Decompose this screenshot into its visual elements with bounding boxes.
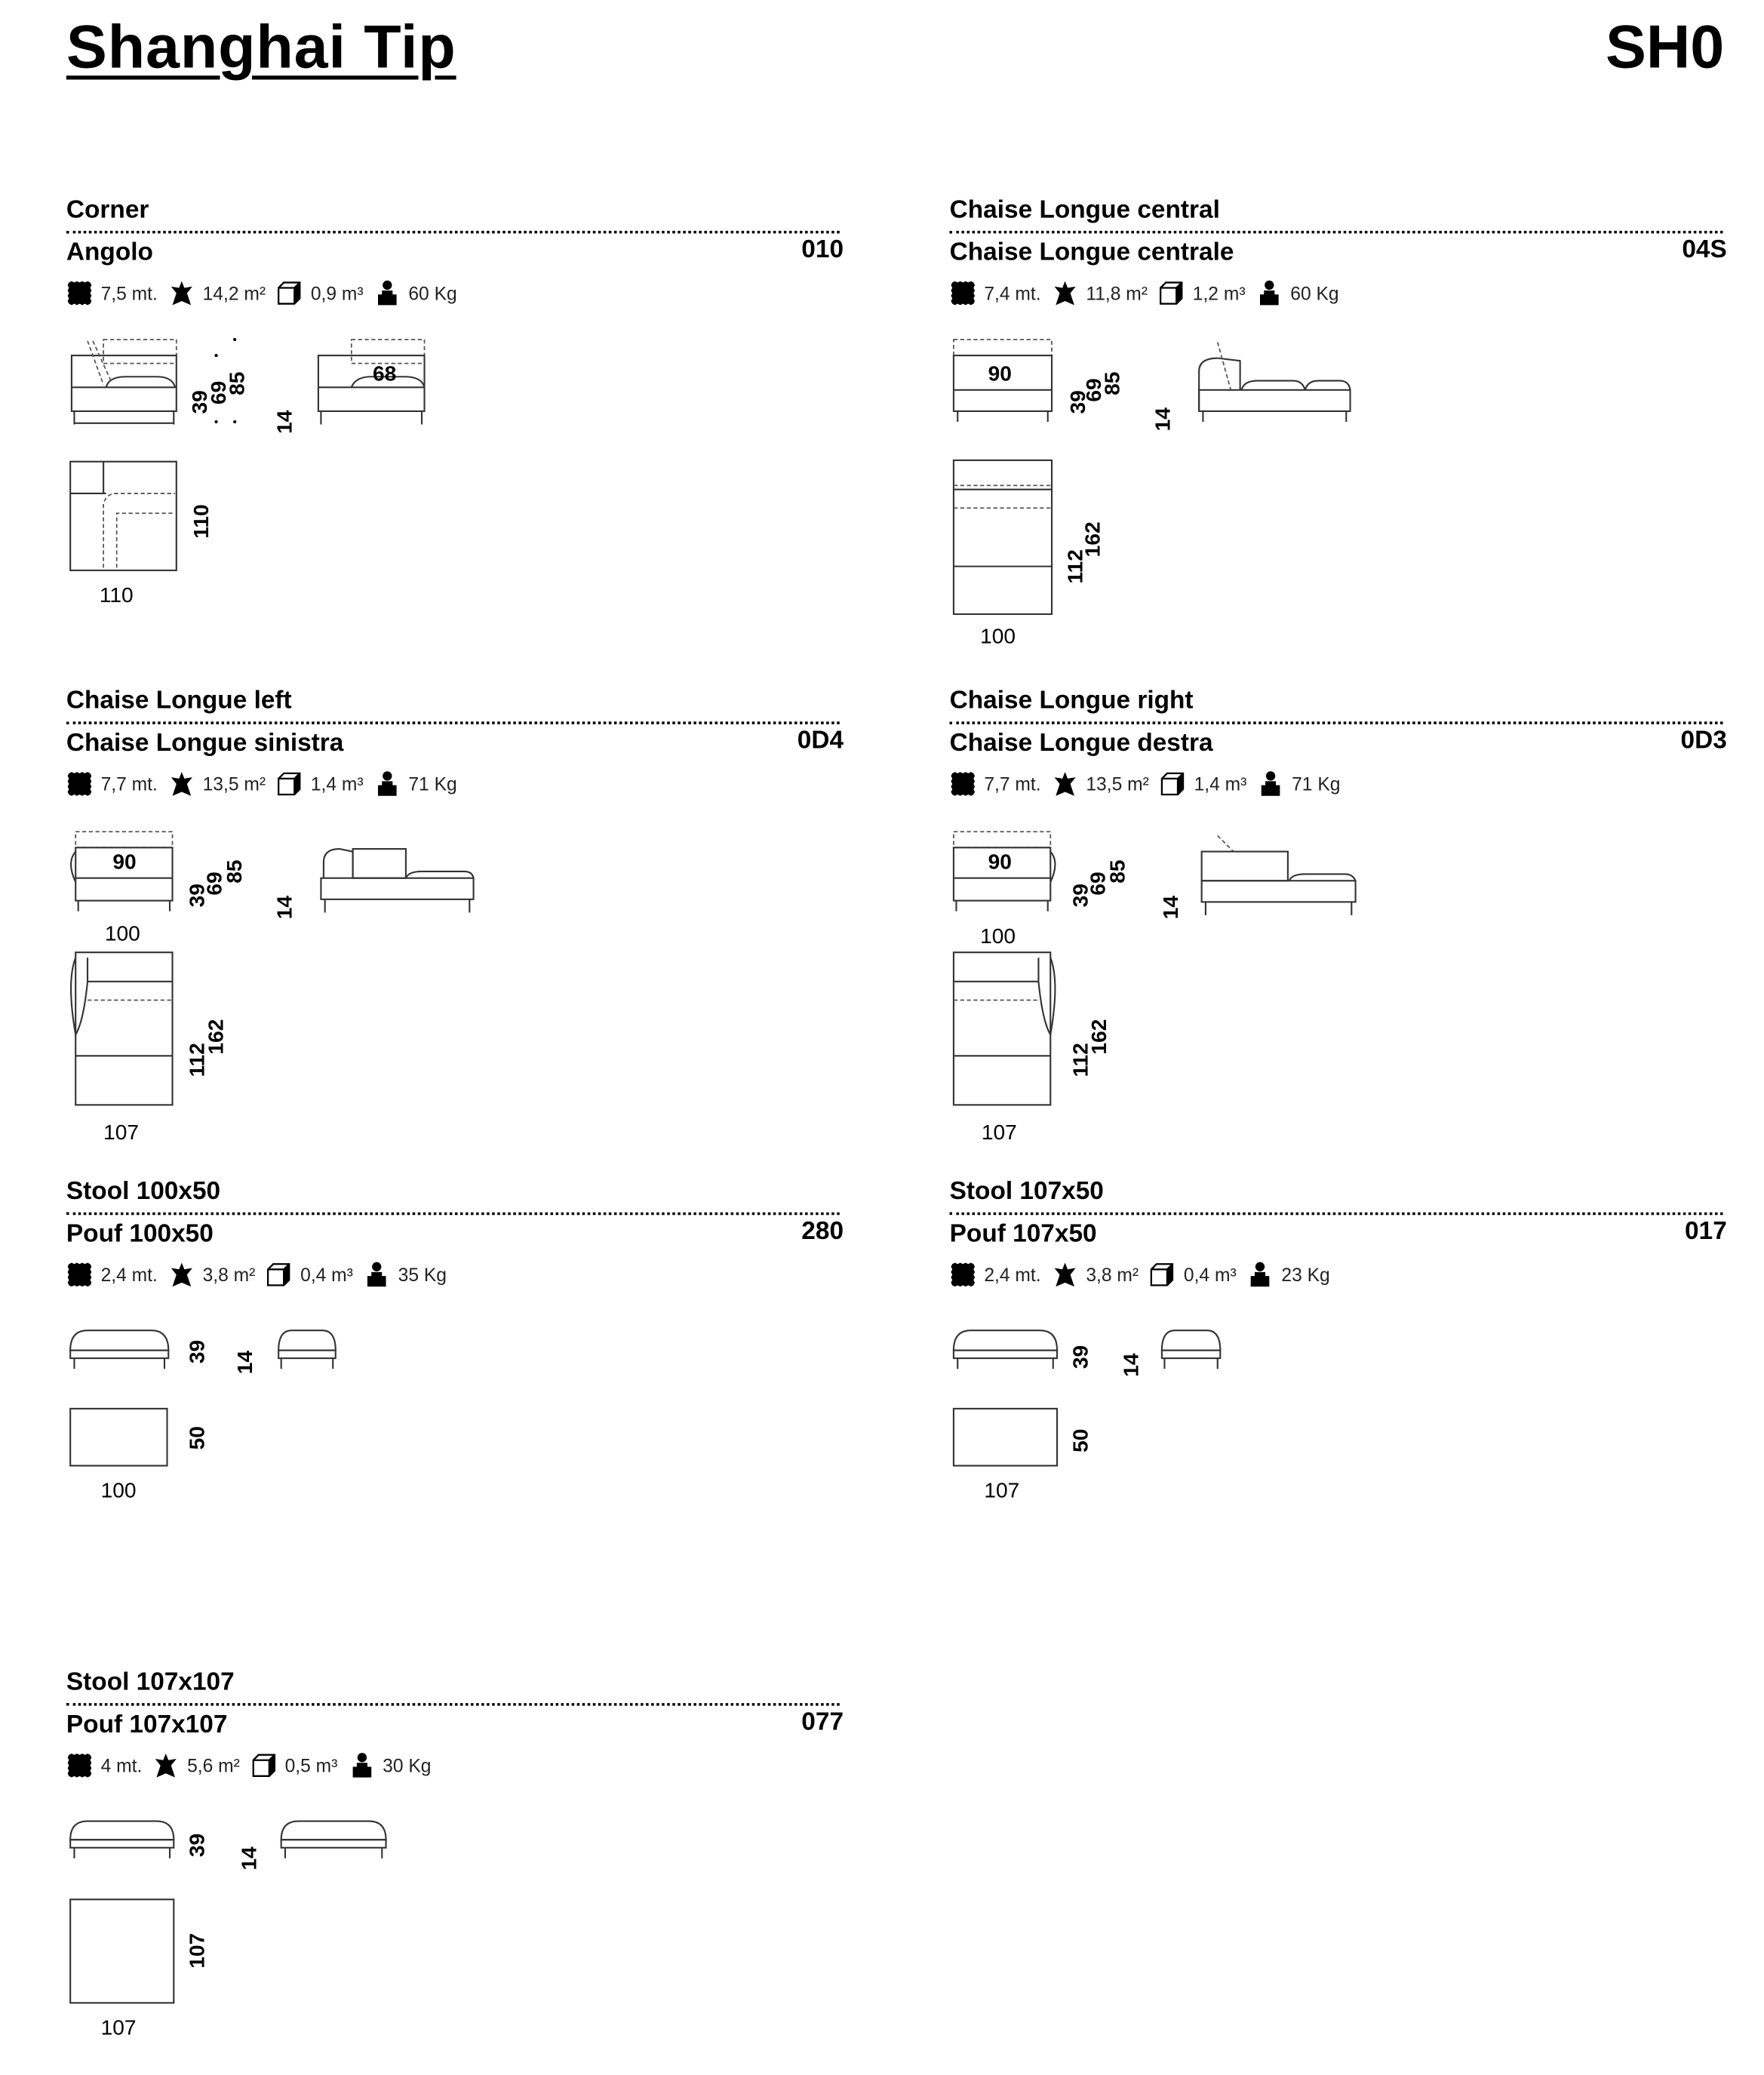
weight-value: 35 Kg bbox=[398, 1264, 447, 1286]
name-it: Pouf 100x50 bbox=[66, 1220, 214, 1249]
dim-arm-height: 69 bbox=[1082, 378, 1106, 402]
name-en: Stool 100x50 bbox=[66, 1178, 221, 1206]
dim-depth: 107 bbox=[185, 1932, 209, 1969]
leather-value: 5,6 m² bbox=[187, 1754, 240, 1776]
dim-seat-height: 39 bbox=[1068, 1345, 1093, 1370]
dim-arm-height: 69 bbox=[1086, 872, 1110, 896]
corner-side-view bbox=[318, 340, 425, 425]
dim-leg-height: 14 bbox=[1159, 895, 1183, 920]
weight-value: 60 Kg bbox=[1290, 282, 1339, 304]
chaise-left-top-view bbox=[71, 952, 227, 1144]
name-en: Corner bbox=[66, 196, 149, 225]
name-en: Stool 107x107 bbox=[66, 1668, 235, 1697]
volume-value: 1,4 m³ bbox=[1194, 773, 1247, 795]
chaise-right-top-view bbox=[954, 952, 1111, 1144]
item-code: 04S bbox=[1682, 235, 1727, 264]
dim-depth: 110 bbox=[189, 504, 213, 539]
fabric-value: 2,4 mt. bbox=[984, 1264, 1041, 1286]
leather-value: 14,2 m² bbox=[202, 282, 266, 304]
dim-back-height: 85 bbox=[222, 859, 246, 884]
dim-back-width: 90 bbox=[112, 850, 137, 874]
dim-seat-height: 39 bbox=[1065, 390, 1089, 414]
chaise-central-top-view bbox=[954, 460, 1104, 648]
dim-leg-height: 14 bbox=[233, 1350, 257, 1375]
page-title: Shanghai Tip bbox=[66, 11, 456, 81]
name-it: Chaise Longue centrale bbox=[949, 238, 1234, 267]
name-it: Chaise Longue destra bbox=[949, 729, 1213, 758]
dim-leg-height: 14 bbox=[237, 1846, 261, 1871]
stool-107x50-views bbox=[954, 1330, 1220, 1502]
fabric-value: 7,7 mt. bbox=[984, 773, 1041, 795]
dim-width: 107 bbox=[984, 1478, 1020, 1502]
item-code: 0D3 bbox=[1680, 727, 1727, 755]
dim-depth: 162 bbox=[204, 1019, 228, 1055]
item-code: 077 bbox=[801, 1708, 844, 1737]
volume-value: 0,4 m³ bbox=[1183, 1264, 1237, 1286]
weight-value: 23 Kg bbox=[1281, 1264, 1330, 1286]
collection-code: SH0 bbox=[1605, 11, 1725, 81]
item-code: 010 bbox=[801, 235, 844, 264]
dim-width: 107 bbox=[103, 1120, 140, 1145]
dim-width: 107 bbox=[100, 2015, 137, 2040]
leather-value: 3,8 m² bbox=[202, 1264, 256, 1286]
corner-top-view bbox=[70, 462, 213, 607]
name-it: Angolo bbox=[66, 238, 153, 267]
dim-seat-height: 39 bbox=[188, 390, 212, 414]
name-it: Pouf 107x50 bbox=[949, 1220, 1097, 1249]
weight-value: 60 Kg bbox=[408, 282, 457, 304]
fabric-value: 7,4 mt. bbox=[984, 282, 1041, 304]
leather-value: 3,8 m² bbox=[1086, 1264, 1139, 1286]
stool-100x50-views bbox=[70, 1330, 336, 1502]
dim-leg-height: 14 bbox=[272, 410, 297, 434]
chaise-right-side-view bbox=[1202, 835, 1356, 915]
dim-seat-depth: 112 bbox=[1063, 549, 1087, 584]
name-it: Pouf 107x107 bbox=[66, 1711, 228, 1739]
dim-seat-depth: 112 bbox=[185, 1043, 209, 1077]
chaise-right-front-view bbox=[954, 832, 1055, 948]
dim-back-height: 85 bbox=[1100, 371, 1124, 395]
leather-value: 11,8 m² bbox=[1086, 282, 1148, 304]
dim-back-width: 90 bbox=[988, 850, 1012, 874]
name-en: Chaise Longue right bbox=[949, 687, 1194, 715]
dim-leg-height: 14 bbox=[1119, 1353, 1143, 1377]
item-code: 017 bbox=[1685, 1217, 1727, 1246]
chaise-left-side-view bbox=[321, 849, 473, 912]
fabric-value: 4 mt. bbox=[100, 1754, 143, 1776]
dim-depth: 50 bbox=[185, 1426, 209, 1450]
dim-back-width: 90 bbox=[988, 361, 1012, 386]
dim-seat-height: 39 bbox=[1068, 884, 1093, 908]
name-en: Chaise Longue central bbox=[949, 196, 1220, 225]
chaise-left-front-view bbox=[71, 832, 172, 945]
dim-width: 107 bbox=[981, 1120, 1017, 1145]
dim-depth: 162 bbox=[1087, 1019, 1111, 1055]
volume-value: 0,5 m³ bbox=[284, 1754, 338, 1776]
dim-leg-height: 14 bbox=[272, 895, 297, 920]
chaise-central-front-view bbox=[954, 340, 1052, 422]
weight-value: 71 Kg bbox=[1292, 773, 1341, 795]
dim-width: 110 bbox=[99, 583, 134, 607]
volume-value: 1,4 m³ bbox=[310, 773, 364, 795]
dim-width: 100 bbox=[980, 624, 1016, 648]
volume-value: 0,9 m³ bbox=[310, 282, 364, 304]
weight-value: 30 Kg bbox=[383, 1754, 432, 1776]
name-it: Chaise Longue sinistra bbox=[66, 729, 344, 758]
fabric-value: 7,7 mt. bbox=[100, 773, 158, 795]
dim-seat-height: 39 bbox=[185, 884, 209, 908]
volume-value: 0,4 m³ bbox=[300, 1264, 353, 1286]
stool-107x107-views bbox=[70, 1821, 386, 2040]
leather-value: 13,5 m² bbox=[1086, 773, 1149, 795]
chaise-central-height-dims bbox=[1066, 372, 1175, 432]
volume-value: 1,2 m³ bbox=[1192, 282, 1246, 304]
dim-depth: 162 bbox=[1080, 521, 1105, 558]
dim-front-width: 100 bbox=[980, 924, 1016, 948]
item-code: 280 bbox=[801, 1217, 844, 1246]
dim-width: 100 bbox=[100, 1478, 137, 1502]
dim-back-width: 68 bbox=[372, 361, 397, 386]
dim-arm-height: 69 bbox=[202, 872, 226, 896]
fabric-value: 7,5 mt. bbox=[100, 282, 158, 304]
name-en: Stool 107x50 bbox=[949, 1178, 1104, 1206]
chaise-right-height-dims bbox=[1068, 859, 1182, 919]
leather-value: 13,5 m² bbox=[202, 773, 266, 795]
dim-seat-depth: 112 bbox=[1068, 1043, 1093, 1077]
corner-height-dims bbox=[188, 338, 297, 434]
dim-back-height: 85 bbox=[225, 371, 249, 395]
weight-value: 71 Kg bbox=[408, 773, 457, 795]
item-code: 0D4 bbox=[797, 727, 844, 755]
chaise-central-side-view bbox=[1199, 343, 1350, 422]
dim-leg-height: 14 bbox=[1151, 407, 1175, 432]
dim-seat-height: 39 bbox=[185, 1339, 209, 1364]
dim-arm-height: 69 bbox=[206, 380, 230, 405]
fabric-value: 2,4 mt. bbox=[100, 1264, 158, 1286]
dim-seat-height: 39 bbox=[185, 1833, 209, 1858]
dim-front-width: 100 bbox=[104, 921, 140, 945]
chaise-left-height-dims bbox=[186, 859, 297, 919]
dim-back-height: 85 bbox=[1105, 859, 1129, 884]
dim-depth: 50 bbox=[1068, 1428, 1093, 1452]
name-en: Chaise Longue left bbox=[66, 687, 292, 715]
corner-front-view bbox=[72, 340, 177, 425]
